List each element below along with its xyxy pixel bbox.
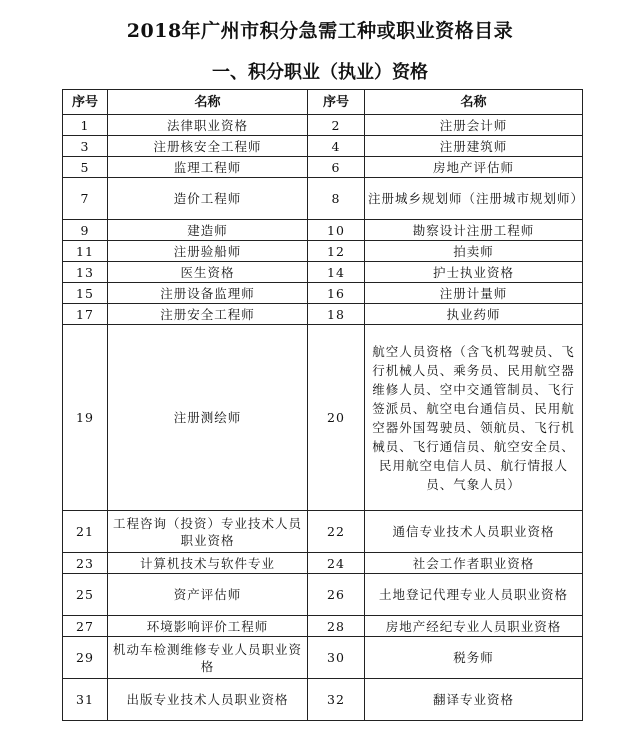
row-number: 9 — [63, 220, 108, 241]
row-number: 22 — [308, 511, 365, 553]
qualification-name: 勘察设计注册工程师 — [365, 220, 583, 241]
qualification-name: 计算机技术与软件专业 — [108, 553, 308, 574]
row-number: 7 — [63, 178, 108, 220]
row-number: 18 — [308, 304, 365, 325]
qualification-name: 注册会计师 — [365, 115, 583, 136]
qualification-name: 房地产经纪专业人员职业资格 — [365, 616, 583, 637]
qualification-name: 医生资格 — [108, 262, 308, 283]
row-number: 19 — [63, 325, 108, 511]
qualification-name: 通信专业技术人员职业资格 — [365, 511, 583, 553]
row-number: 3 — [63, 136, 108, 157]
qualification-name: 法律职业资格 — [108, 115, 308, 136]
table-row — [63, 511, 583, 553]
qualification-name: 注册验船师 — [108, 241, 308, 262]
header-number-right: 序号 — [308, 90, 365, 115]
row-number: 27 — [63, 616, 108, 637]
qualification-name: 执业药师 — [365, 304, 583, 325]
qualification-name: 注册测绘师 — [108, 325, 308, 511]
section-title: 一、积分职业（执业）资格 — [212, 62, 428, 83]
table-row — [63, 325, 583, 511]
qualification-name: 环境影响评价工程师 — [108, 616, 308, 637]
header-name-right: 名称 — [365, 90, 583, 115]
row-number: 15 — [63, 283, 108, 304]
qualification-name: 注册安全工程师 — [108, 304, 308, 325]
qualification-name: 注册城乡规划师（注册城市规划师） — [365, 178, 583, 220]
row-number: 11 — [63, 241, 108, 262]
table-row — [63, 241, 583, 262]
row-number: 24 — [308, 553, 365, 574]
qualification-name: 造价工程师 — [108, 178, 308, 220]
qualification-name: 注册设备监理师 — [108, 283, 308, 304]
row-number: 1 — [63, 115, 108, 136]
row-number: 12 — [308, 241, 365, 262]
row-number: 17 — [63, 304, 108, 325]
row-number: 13 — [63, 262, 108, 283]
row-number: 28 — [308, 616, 365, 637]
table-row — [63, 157, 583, 178]
qualification-name: 航空人员资格（含飞机驾驶员、飞行机械人员、乘务员、民用航空器维修人员、空中交通管制员、飞行签派员、航空电台通信员、民用航空器外国驾驶员、领航员、飞行机械员、飞行通信员、航空安全员、民用航空电信人员、航行情报人员、气象人员） — [365, 325, 583, 511]
qualification-name: 资产评估师 — [108, 574, 308, 616]
row-number: 32 — [308, 679, 365, 721]
qualification-name: 税务师 — [365, 637, 583, 679]
table-row — [63, 304, 583, 325]
qualification-name: 社会工作者职业资格 — [365, 553, 583, 574]
row-number: 6 — [308, 157, 365, 178]
row-number: 21 — [63, 511, 108, 553]
row-number: 29 — [63, 637, 108, 679]
table-row — [63, 178, 583, 220]
qualification-name: 注册建筑师 — [365, 136, 583, 157]
table-row — [63, 220, 583, 241]
row-number: 23 — [63, 553, 108, 574]
table-row — [63, 136, 583, 157]
table-row — [63, 679, 583, 721]
row-number: 16 — [308, 283, 365, 304]
table-row — [63, 262, 583, 283]
table-row — [63, 616, 583, 637]
row-number: 2 — [308, 115, 365, 136]
qualification-table — [62, 89, 583, 721]
qualification-name: 土地登记代理专业人员职业资格 — [365, 574, 583, 616]
qualification-name: 注册核安全工程师 — [108, 136, 308, 157]
row-number: 20 — [308, 325, 365, 511]
row-number: 14 — [308, 262, 365, 283]
qualification-name: 房地产评估师 — [365, 157, 583, 178]
qualification-name: 建造师 — [108, 220, 308, 241]
qualification-name: 出版专业技术人员职业资格 — [108, 679, 308, 721]
qualification-name: 机动车检测维修专业人员职业资格 — [108, 637, 308, 679]
qualification-name: 护士执业资格 — [365, 262, 583, 283]
document-title: 2018年广州市积分急需工种或职业资格目录 — [126, 20, 514, 42]
qualification-name: 注册计量师 — [365, 283, 583, 304]
row-number: 5 — [63, 157, 108, 178]
table-row — [63, 283, 583, 304]
row-number: 26 — [308, 574, 365, 616]
row-number: 25 — [63, 574, 108, 616]
table-row — [63, 574, 583, 616]
qualification-name: 监理工程师 — [108, 157, 308, 178]
header-name-left: 名称 — [108, 90, 308, 115]
row-number: 10 — [308, 220, 365, 241]
table-row — [63, 637, 583, 679]
qualification-name: 翻译专业资格 — [365, 679, 583, 721]
row-number: 30 — [308, 637, 365, 679]
row-number: 8 — [308, 178, 365, 220]
table-row — [63, 553, 583, 574]
table-header-row — [63, 90, 583, 115]
row-number: 31 — [63, 679, 108, 721]
table-row — [63, 115, 583, 136]
qualification-name: 工程咨询（投资）专业技术人员职业资格 — [108, 511, 308, 553]
header-number-left: 序号 — [63, 90, 108, 115]
row-number: 4 — [308, 136, 365, 157]
qualification-name: 拍卖师 — [365, 241, 583, 262]
